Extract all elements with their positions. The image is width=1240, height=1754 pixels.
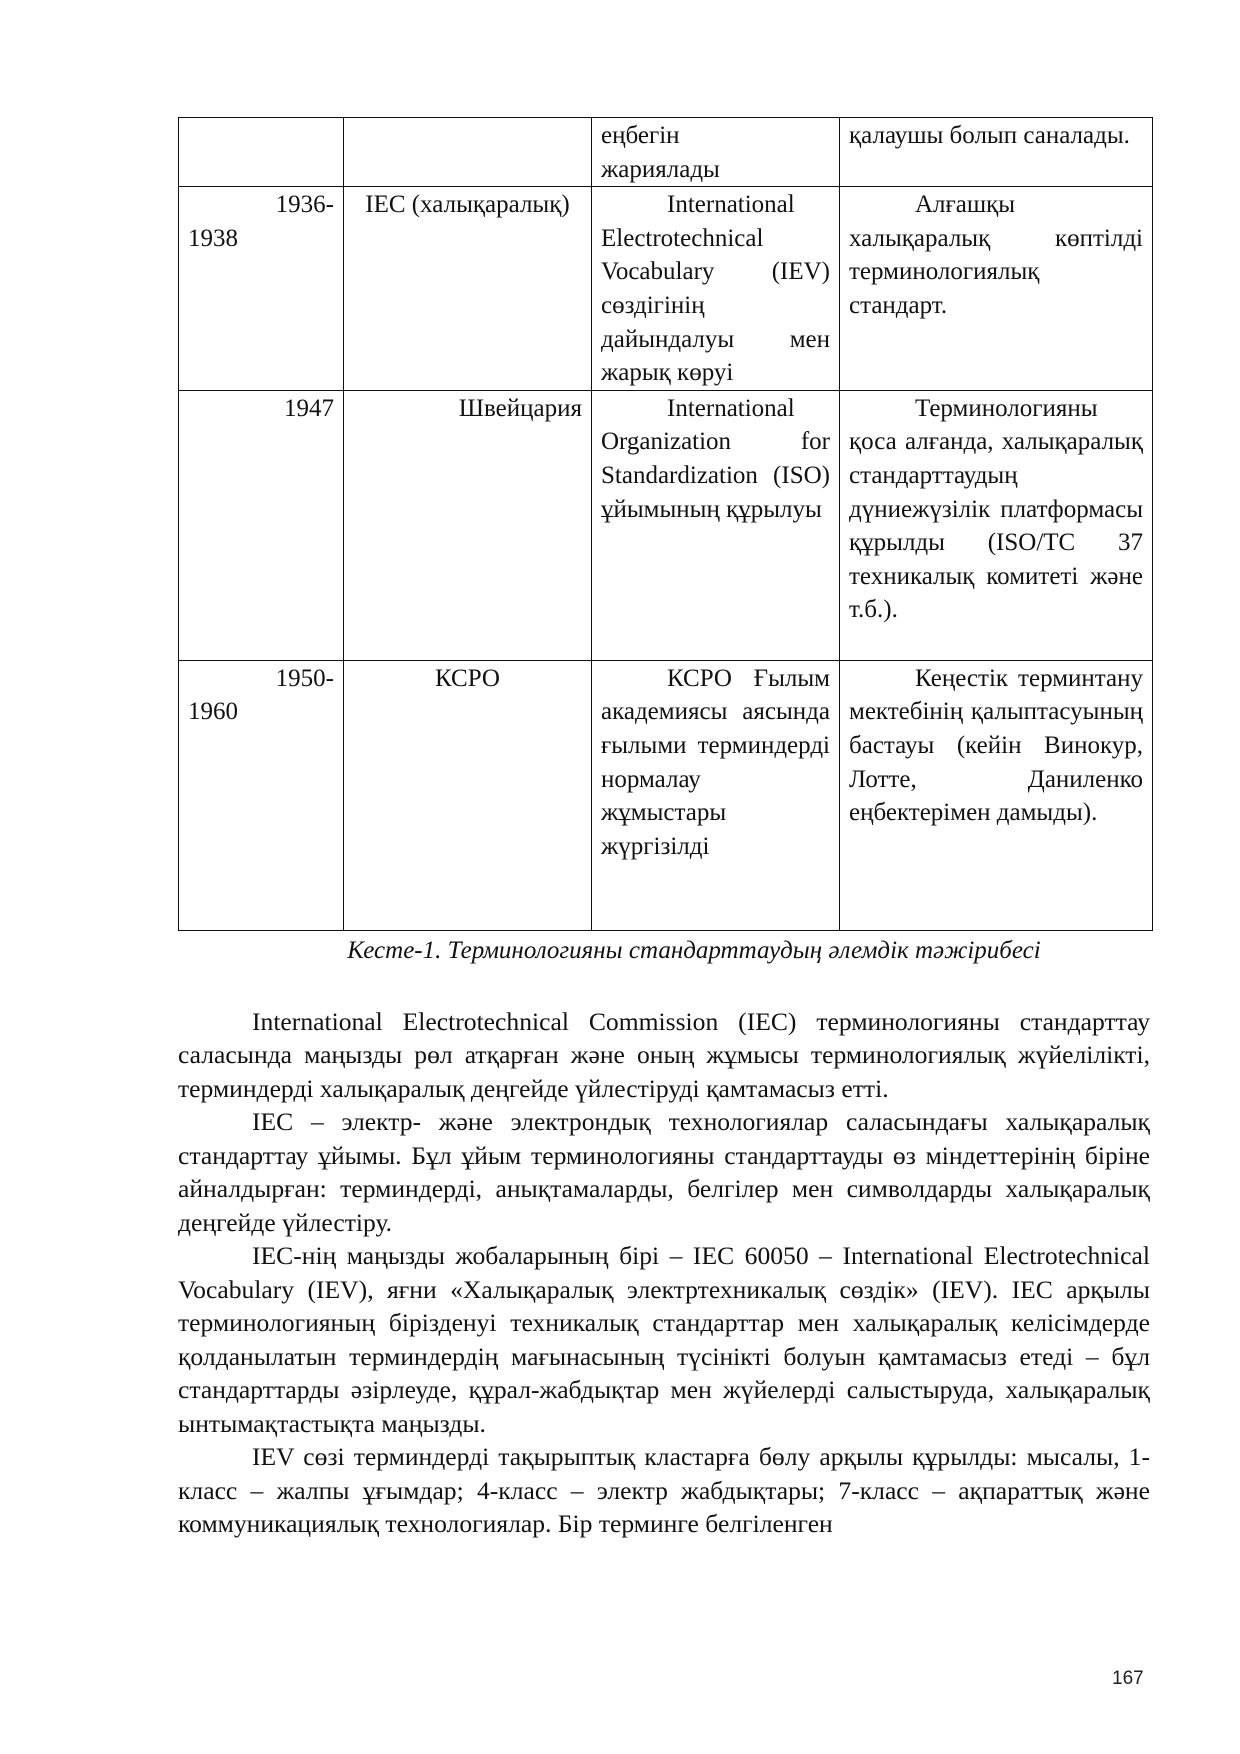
year-cell: 1936- 1938 — [179, 187, 344, 391]
paragraph: IEC – электр- және электрондық технологиялар саласындағы халықаралық стандарттау ұйымы. Бұл ұйым терминологияны стандарттауды өз міндеттерінің біріне айналдырған: терминдерді, анықтамаларды, белгілер мен символдарды халықаралық деңгейде үйлестіру. — [178, 1107, 1150, 1237]
significance-cell: Алғашқы халықаралық көптілді терминологиялық стандарт. — [840, 187, 1153, 391]
paragraph: IEC-нің маңызды жобаларының бірі – IEC 60050 – International Electrotechnical Vocabulary (IEV), яғни «Халықаралық электртехникалық сөздік» (IEV). IEC арқылы терминологияның бірізденуі техникалық стандарттар мен халықаралық келісімдерде қолданылатын терминдердің мағынасының түсінікті болуын қамтамасыз етеді – бұл стандарттарды әзірлеуде, құрал-жабдықтар мен жүйелерді салыстыруда, халықаралық ынтымақтастықта маңызды. — [178, 1241, 1150, 1438]
organization-cell — [344, 118, 592, 187]
significance-cell: қалаушы болып саналады. — [840, 118, 1153, 187]
event-cell: International Electrotechnical Vocabulary (IEV) сөздігінің дайындалуы мен жарық көруі — [592, 187, 840, 391]
organization-cell: КСРО — [344, 660, 592, 930]
page-content — [178, 117, 1150, 1541]
event-cell: КСРО Ғылым академиясы аясында ғылыми терминдерді нормалау жұмыстары жүргізілді — [592, 660, 840, 930]
history-table — [178, 117, 1153, 931]
year-cell: 1947 — [179, 390, 344, 660]
year-cell: 1950- 1960 — [179, 660, 344, 930]
significance-cell: Кеңестік терминтану мектебінің қалыптасуының бастауы (кейін Винокур, Лотте, Даниленко еңбектерімен дамыды). — [840, 660, 1153, 930]
body-text — [178, 1005, 1150, 1541]
organization-cell: IEC (халықаралық) — [344, 187, 592, 391]
organization-cell: Швейцария — [344, 390, 592, 660]
table-row — [179, 118, 1153, 187]
paragraph: International Electrotechnical Commission (IEC) терминологияны стандарттау саласында маңызды рөл атқарған және оның жұмысы терминологиялық жүйелілікті, терминдерді халықаралық деңгейде үйлестіруді қамтамасыз етті. — [178, 1006, 1150, 1103]
table-row — [179, 660, 1153, 930]
event-cell: International Organization for Standardization (ISO) ұйымының құрылуы — [592, 390, 840, 660]
significance-cell: Терминологияны қоса алғанда, халықаралық стандарттаудың дүниежүзілік платформасы құрылды (ISO/TC 37 техникалық комитеті және т.б.). — [840, 390, 1153, 660]
table-caption: Кесте-1. Терминологияны стандарттаудың әлемдік тәжірибесі — [347, 936, 1041, 964]
paragraph: IEV сөзі терминдерді тақырыптық кластарға бөлу арқылы құрылды: мысалы, 1-класс – жалпы ұғымдар; 4-класс – электр жабдықтары; 7-класс – ақпараттық және коммуникациялық технологиялар. Бір терминге белгіленген — [178, 1442, 1150, 1539]
event-cell: еңбегін жариялады — [592, 118, 840, 187]
table-row — [179, 187, 1153, 391]
table-row — [179, 390, 1153, 660]
page-number: 167 — [1112, 1668, 1144, 1689]
year-cell — [179, 118, 344, 187]
